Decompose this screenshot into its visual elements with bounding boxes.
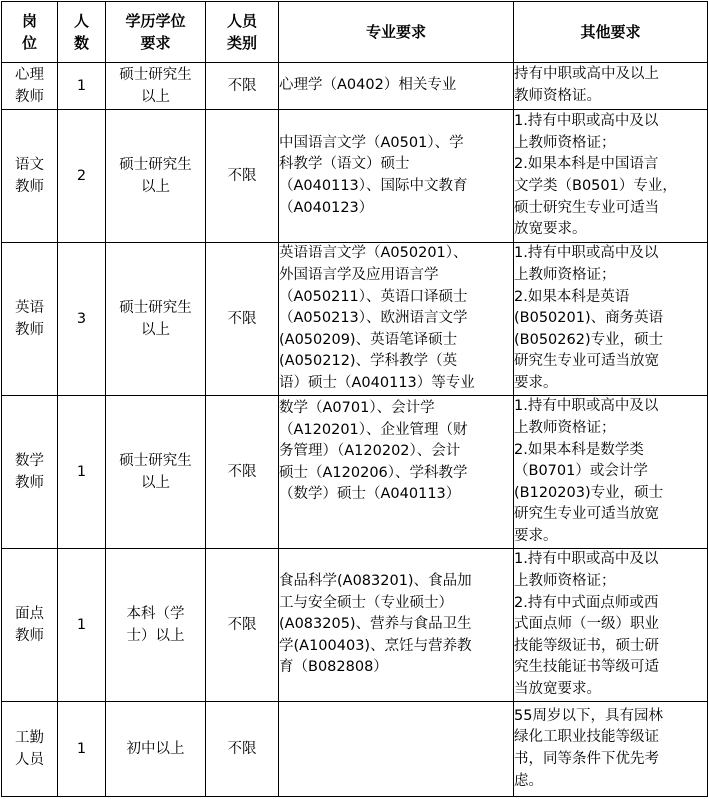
count-cell: 3 bbox=[58, 243, 106, 396]
major-cell: 数学（A0701）、会计学 （A120201）、企业管理（财 务管理）（A120202）、会计 硕士（A120206）、学科教学 （数学）硕士（A040113） bbox=[279, 396, 514, 549]
other-cell: 55周岁以下，具有园林 绿化工职业技能等级证 书，同等条件下优先考 虑。 bbox=[514, 702, 708, 797]
education-cell: 初中以上 bbox=[106, 702, 206, 797]
other-cell: 1.持有中职或高中及以 上教师资格证； 2.如果本科是数学类 （B0701）或会计学 (B120203)专业，硕士 研究生专业可适当放宽 要求。 bbox=[514, 396, 708, 549]
count-cell: 1 bbox=[58, 702, 106, 797]
major-cell: 心理学（A0402）相关专业 bbox=[279, 63, 514, 110]
post-cell: 语文 教师 bbox=[2, 110, 58, 243]
major-cell: 中国语言文学（A0501）、学 科教学（语文）硕士 （A040113）、国际中文教育 （A040123） bbox=[279, 110, 514, 243]
major-cell bbox=[279, 702, 514, 797]
education-cell: 硕士研究生 以上 bbox=[106, 243, 206, 396]
header-major: 专业要求 bbox=[279, 2, 514, 63]
post-cell: 数学 教师 bbox=[2, 396, 58, 549]
other-cell: 持有中职或高中及以上 教师资格证。 bbox=[514, 63, 708, 110]
education-cell: 硕士研究生 以上 bbox=[106, 63, 206, 110]
count-cell: 1 bbox=[58, 396, 106, 549]
category-cell: 不限 bbox=[206, 110, 279, 243]
header-post: 岗 位 bbox=[2, 2, 58, 63]
category-cell: 不限 bbox=[206, 549, 279, 702]
other-cell: 1.持有中职或高中及以 上教师资格证； 2.如果本科是英语 (B050201)、商务英语 (B050262)专业，硕士 研究生专业可适当放宽 要求。 bbox=[514, 243, 708, 396]
table-row bbox=[2, 549, 708, 702]
header-count: 人 数 bbox=[58, 2, 106, 63]
header-category: 人员 类别 bbox=[206, 2, 279, 63]
category-cell: 不限 bbox=[206, 396, 279, 549]
post-cell: 工勤 人员 bbox=[2, 702, 58, 797]
post-cell: 心理 教师 bbox=[2, 63, 58, 110]
count-cell: 1 bbox=[58, 63, 106, 110]
education-cell: 硕士研究生 以上 bbox=[106, 110, 206, 243]
post-cell: 面点 教师 bbox=[2, 549, 58, 702]
other-cell: 1.持有中职或高中及以 上教师资格证； 2.如果本科是中国语言 文学类（B0501）专业， 硕士研究生专业可适当 放宽要求。 bbox=[514, 110, 708, 243]
other-cell: 1.持有中职或高中及以 上教师资格证； 2.持有中式面点师或西 式面点师（一级）职业 技能等级证书，硕士研 究生技能证书等级可适 当放宽要求。 bbox=[514, 549, 708, 702]
major-cell: 食品科学(A083201)、食品加 工与安全硕士（专业硕士） (A083205)、营养与食品卫生 学(A100403)、烹饪与营养教 育（B082808） bbox=[279, 549, 514, 702]
post-cell: 英语 教师 bbox=[2, 243, 58, 396]
table-row bbox=[2, 702, 708, 797]
table-row bbox=[2, 110, 708, 243]
category-cell: 不限 bbox=[206, 702, 279, 797]
education-cell: 本科（学 士）以上 bbox=[106, 549, 206, 702]
table-row bbox=[2, 63, 708, 110]
table-row bbox=[2, 396, 708, 549]
header-other: 其他要求 bbox=[514, 2, 708, 63]
category-cell: 不限 bbox=[206, 243, 279, 396]
category-cell: 不限 bbox=[206, 63, 279, 110]
major-cell: 英语语言文学（A050201）、 外国语言学及应用语言学 （A050211）、英语口译硕士 （A050213）、欧洲语言文学 (A050209)、英语笔译硕士 (A050212)、学科教学（英 语）硕士（A040113）等专业 bbox=[279, 243, 514, 396]
table-row bbox=[2, 243, 708, 396]
recruitment-table bbox=[1, 1, 708, 797]
count-cell: 2 bbox=[58, 110, 106, 243]
header-row bbox=[2, 2, 708, 63]
count-cell: 1 bbox=[58, 549, 106, 702]
header-education: 学历学位 要求 bbox=[106, 2, 206, 63]
education-cell: 硕士研究生 以上 bbox=[106, 396, 206, 549]
